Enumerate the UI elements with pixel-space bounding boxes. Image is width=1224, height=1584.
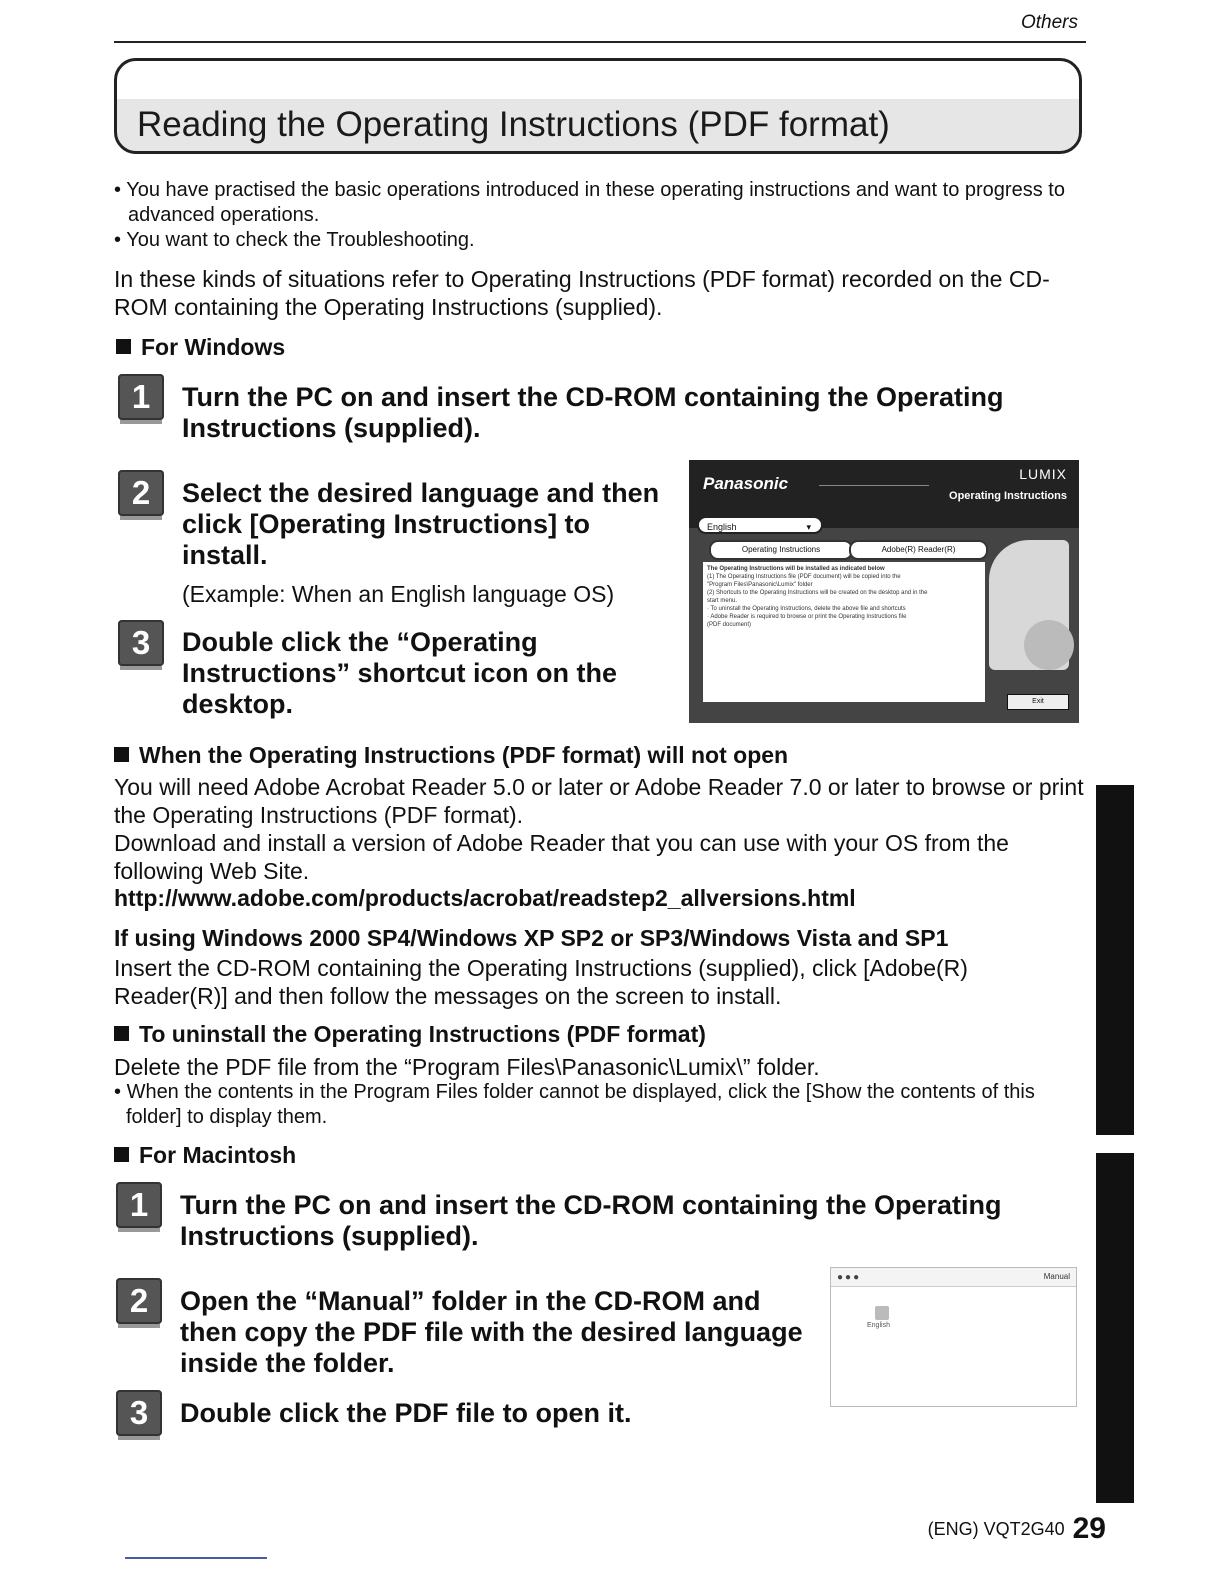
exit-button[interactable]: Exit [1007, 694, 1069, 710]
panasonic-logo: Panasonic [703, 474, 789, 493]
document-code: (ENG) VQT2G40 [927, 1519, 1065, 1539]
square-bullet-icon [114, 1147, 129, 1162]
intro-bullets [114, 178, 1094, 253]
lumix-logo: LUMIX [1019, 466, 1067, 482]
footer-underline [125, 1557, 267, 1559]
uninstall-bullet-text: When the contents in the Program Files folder cannot be displayed, click the [Show the contents of this folder] to display them. [126, 1081, 1035, 1128]
page-number: 29 [1072, 1512, 1106, 1545]
win-step-3: Double click the “Operating Instructions” shortcut icon on the desktop. [182, 627, 618, 719]
info-line: (2) Shortcuts to the Operating Instructions will be created on the desktop and in the [707, 590, 928, 596]
installer-subtitle: Operating Instructions [949, 490, 1067, 502]
windows-heading [116, 334, 285, 361]
uninstall-bullet: • When the contents in the Program Files folder cannot be displayed, click the [Show the contents of this folder] to display them. [114, 1081, 1035, 1128]
section-label: Others [1020, 12, 1078, 33]
pdf-file-icon[interactable] [875, 1306, 889, 1320]
win-step-1: Turn the PC on and insert the CD-ROM containing the Operating Instructions (supplied). [182, 382, 1004, 443]
title-box [114, 58, 1082, 154]
info-line: · To uninstall the Operating Instructions, delete the above file and shortcuts [707, 606, 906, 612]
square-bullet-icon [114, 1026, 129, 1041]
mac-titlebar [831, 1268, 1076, 1287]
page-footer [928, 1512, 1106, 1546]
adobe-url[interactable]: http://www.adobe.com/products/acrobat/readstep2_allversions.html [114, 885, 856, 911]
uninstall-heading-text: To uninstall the Operating Instructions (PDF format) [139, 1021, 706, 1047]
sidebar-tab [1096, 785, 1134, 1135]
info-line: "Program Files\Panasonic\Lumix" folder [707, 582, 813, 588]
info-line: start menu. [707, 598, 738, 604]
mac-window-title: Manual [1043, 1272, 1070, 1281]
mac-window-screenshot [830, 1267, 1077, 1407]
window-controls-icon[interactable]: ●●● [837, 1272, 862, 1283]
cd-image [1024, 620, 1074, 670]
info-line: (PDF document) [707, 622, 752, 628]
step-1-icon: 1 [118, 374, 164, 420]
uninstall-text: Delete the PDF file from the “Program Files\Panasonic\Lumix\” folder. [114, 1054, 820, 1080]
intro-text: In these kinds of situations refer to Operating Instructions (PDF format) recorded on the CD-ROM containing the Operating Instructions (supplied). [114, 266, 1050, 320]
operating-instructions-button[interactable]: Operating Instructions [709, 540, 853, 560]
step-3-icon: 3 [118, 620, 164, 666]
uninstall-heading [114, 1021, 706, 1048]
step-2-icon: 2 [118, 470, 164, 516]
mac-heading [114, 1142, 296, 1169]
intro-bullet-text: You want to check the Troubleshooting. [126, 229, 475, 251]
header-rule [114, 41, 1086, 43]
intro-bullet: • You have practised the basic operations introduced in these operating instructions and want to progress to advanced operations. [114, 179, 1065, 226]
installer-info-panel [703, 562, 985, 702]
win2000-heading: If using Windows 2000 SP4/Windows XP SP2 or SP3/Windows Vista and SP1 [114, 925, 949, 951]
intro-bullet: • You want to check the Troubleshooting. [114, 229, 475, 251]
mac-step-1-icon: 1 [116, 1182, 162, 1228]
square-bullet-icon [116, 339, 131, 354]
sidebar-tab [1096, 1153, 1134, 1503]
win2000-text: Insert the CD-ROM containing the Operating Instructions (supplied), click [Adobe(R) Reader(R)] and then follow the messages on the screen to install. [114, 955, 968, 1009]
windows-heading-text: For Windows [141, 334, 286, 360]
mac-step-2: Open the “Manual” folder in the CD-ROM and then copy the PDF file with the desired language inside the folder. [180, 1286, 803, 1378]
info-line: · Adobe Reader is required to browse or print the Operating Instructions file [707, 614, 907, 620]
header-line [819, 485, 929, 486]
chevron-down-icon: ▾ [806, 522, 811, 532]
installer-screenshot [689, 460, 1079, 723]
mac-step-2-icon: 2 [116, 1278, 162, 1324]
mac-step-3: Double click the PDF file to open it. [180, 1398, 632, 1428]
not-open-text-2: Download and install a version of Adobe Reader that you can use with your OS from the following Web Site. [114, 830, 1009, 884]
square-bullet-icon [114, 747, 129, 762]
win-step-2-note: (Example: When an English language OS) [182, 581, 615, 607]
intro-bullet-text: You have practised the basic operations introduced in these operating instructions and want to progress to advanced operations. [126, 179, 1065, 226]
adobe-reader-button[interactable]: Adobe(R) Reader(R) [849, 540, 988, 560]
not-open-heading-text: When the Operating Instructions (PDF format) will not open [139, 742, 789, 768]
win-step-2: Select the desired language and then click [Operating Instructions] to install. [182, 478, 660, 570]
pdf-file-label: English [867, 1322, 890, 1329]
mac-step-1: Turn the PC on and insert the CD-ROM containing the Operating Instructions (supplied). [180, 1190, 1002, 1251]
language-value: English [707, 522, 737, 532]
not-open-text-1: You will need Adobe Acrobat Reader 5.0 or later or Adobe Reader 7.0 or later to browse or print the Operating Instructions (PDF format). [114, 774, 1084, 828]
mac-heading-text: For Macintosh [139, 1142, 297, 1168]
not-open-heading [114, 742, 788, 769]
page-title: Reading the Operating Instructions (PDF format) [137, 105, 890, 144]
info-line: (1) The Operating Instructions file (PDF document) will be copied into the [707, 574, 901, 580]
language-select[interactable] [697, 516, 823, 534]
info-title: The Operating Instructions will be installed as indicated below [707, 566, 885, 572]
mac-step-3-icon: 3 [116, 1390, 162, 1436]
